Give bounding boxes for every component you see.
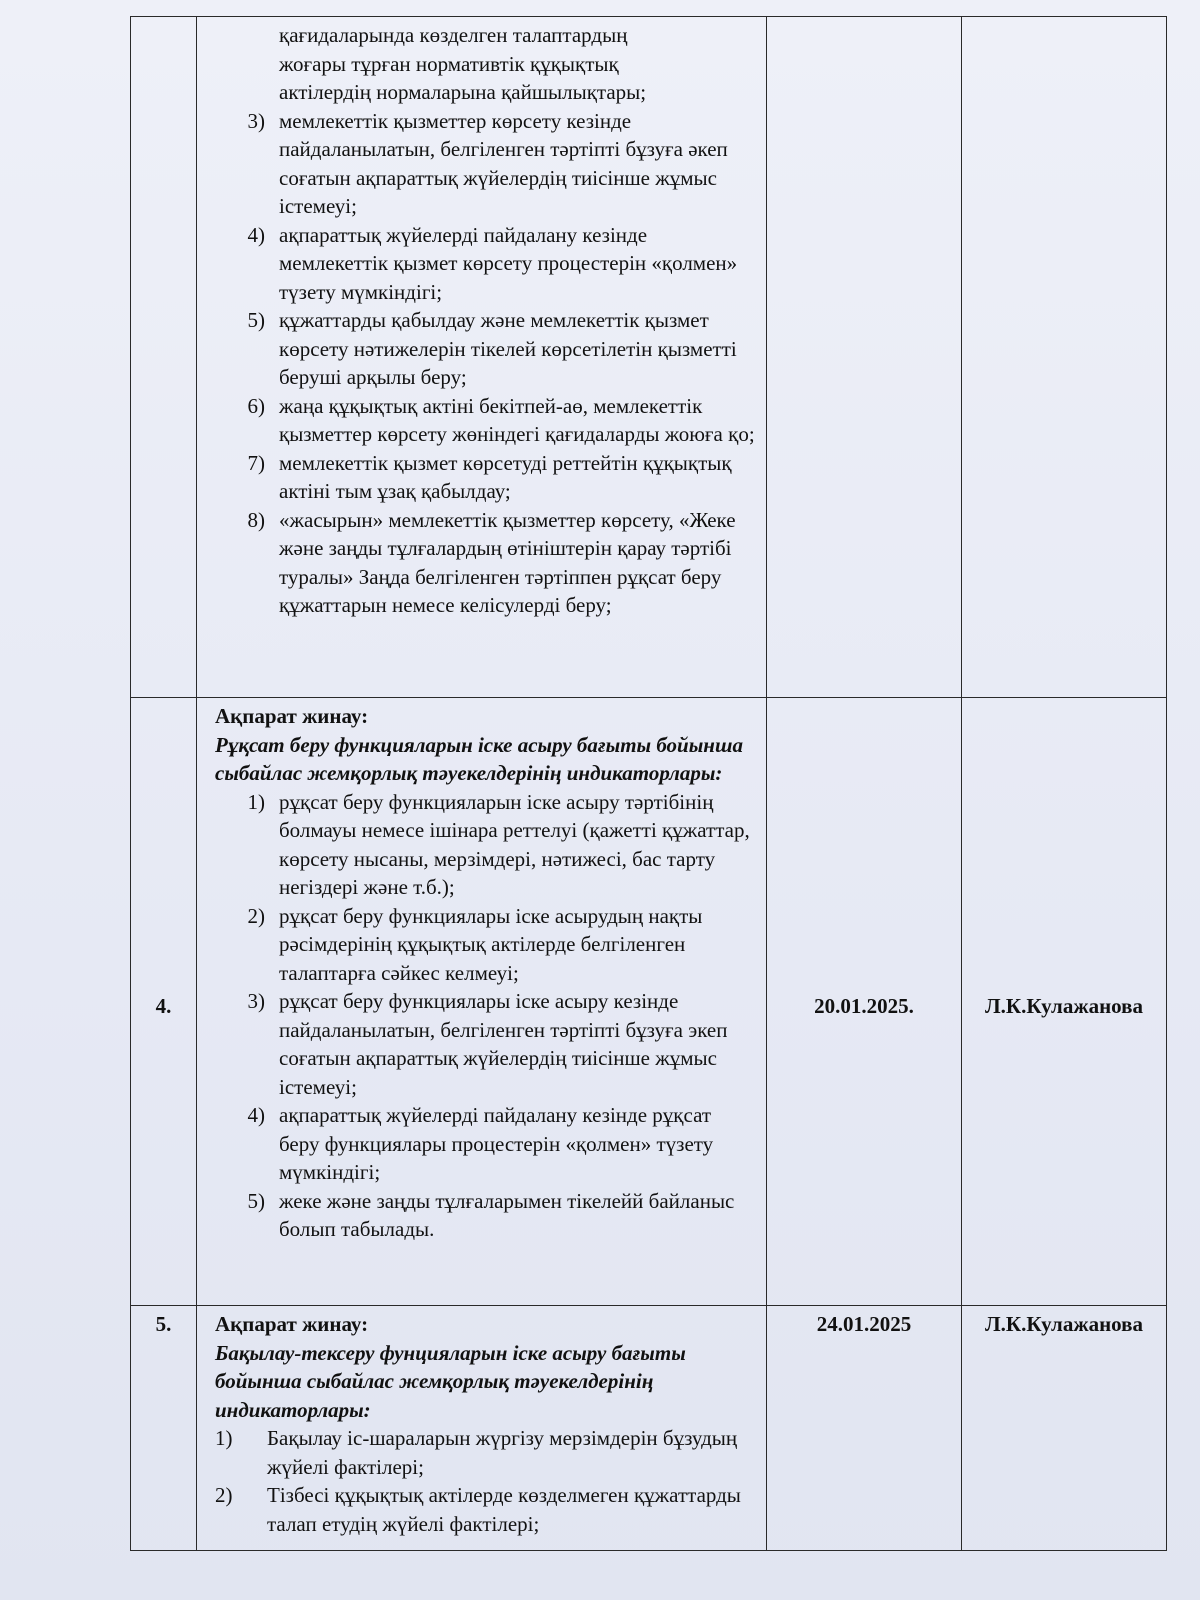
- continuation-line: актілердің нормаларына қайшылықтары;: [279, 80, 647, 104]
- responsible-cell: Л.К.Кулажанова: [962, 698, 1167, 1306]
- item-number: 2): [247, 903, 265, 928]
- list-item: [215, 1187, 756, 1244]
- item-text: «жасырын» мемлекеттік қызметтер көрсету, «Жеке және заңды тұлғалардың өтініштерін қарау тәртібі туралы» Заңда белгіленген тәртіппен рұқсат беру құжаттарын немесе келісулерді беру;: [279, 507, 736, 617]
- section-subheading: Рұқсат беру функцияларын іске асыру бағыты бойынша сыбайлас жемқорлық тәуекелдерінің индикаторлары:: [215, 732, 743, 785]
- table-row: [131, 698, 1167, 1306]
- action-plan-table: [130, 16, 1167, 1551]
- item-number: 5): [247, 1188, 265, 1213]
- section-heading: Ақпарат жинау:: [215, 704, 369, 728]
- section-subheading: Бақылау-тексеру фунцияларын іске асыру бағыты бойынша сыбайлас жемқорлық тәуекелдерінің индикаторлары:: [215, 1340, 686, 1422]
- list-item: [215, 221, 756, 307]
- responsible-cell: [962, 17, 1167, 698]
- list-item: [215, 1101, 756, 1187]
- item-text: рұқсат беру функциялары іске асырудың нақты рәсімдерінің құқықтық актілерде белгіленген талаптарға сәйкес келмеуі;: [279, 903, 703, 985]
- list-item: [215, 506, 756, 620]
- list-item: [215, 1481, 756, 1538]
- responsible-cell: Л.К.Кулажанова: [962, 1306, 1167, 1551]
- item-text: рұқсат беру функцияларын іске асыру тәртібінің болмауы немесе ішінара реттелуі (қажетті құжаттар, көрсету нысаны, мерзімдері, нәтижесі, бас тарту негіздері және т.б.);: [279, 789, 750, 899]
- continuation-line: қағидаларында көзделген талаптардың: [279, 23, 628, 47]
- deadline-cell: [767, 17, 962, 698]
- activity-cell: [197, 1306, 767, 1551]
- activity-cell: [197, 698, 767, 1306]
- item-text: ақпараттық жүйелерді пайдалану кезінде рұқсат беру функциялары процестерін «қолмен» түзету мүмкіндігі;: [279, 1103, 714, 1184]
- item-number: 4): [247, 1103, 265, 1127]
- table-row: [131, 17, 1167, 698]
- activity-cell: [197, 17, 767, 698]
- item-number: 5): [247, 308, 265, 332]
- item-number: 1): [247, 789, 265, 814]
- list-item: [215, 788, 756, 902]
- item-text: жеке және заңды тұлғаларымен тікелейй байланыс болып табылады.: [279, 1188, 735, 1241]
- continuation-line: жоғары тұрған нормативтік құқықтық: [279, 51, 619, 76]
- deadline-cell: 20.01.2025.: [767, 698, 962, 1306]
- item-text: мемлекеттік қызметтер көрсету кезінде пайдаланылатын, белгіленген тәртіпті бұзуға әкеп соғатын ақпараттық жүйелердің тиісінше жұмыс істемеуі;: [279, 108, 728, 218]
- list-item: [215, 449, 756, 506]
- item-number: 2): [215, 1483, 233, 1507]
- item-text: жаңа құқықтық актіні бекітпей-аө, мемлекеттік қызметтер көрсету жөніндегі қағидаларды жоюға қо;: [279, 393, 755, 446]
- list-item: [215, 987, 756, 1101]
- item-text: рұқсат беру функциялары іске асыру кезінде пайдаланылатын, белгіленген тәртіпті бұзуға экеп соғатын ақпараттық жүйелердің тиісінше жұмыс істемеуі;: [279, 989, 728, 1099]
- list-item: [215, 306, 756, 392]
- item-text: Тізбесі құқықтық актілерде көзделмеген құжаттарды талап етудің жүйелі фактілері;: [267, 1483, 741, 1536]
- table-row: [131, 1306, 1167, 1551]
- row-number: [131, 17, 197, 698]
- list-item: [215, 902, 756, 988]
- item-number: 4): [247, 222, 265, 247]
- list-item: [215, 392, 756, 449]
- row-number: 5.: [131, 1306, 197, 1551]
- deadline-cell: 24.01.2025: [767, 1306, 962, 1551]
- item-number: 6): [247, 393, 265, 418]
- item-text: Бақылау іс-шараларын жүргізу мерзімдерін бұзудың жүйелі фактілері;: [267, 1426, 738, 1479]
- item-text: құжаттарды қабылдау және мемлекеттік қызмет көрсету нәтижелерін тікелей көрсетілетін қызметті беруші арқылы беру;: [279, 308, 737, 389]
- item-number: 3): [247, 989, 265, 1013]
- item-text: мемлекеттік қызмет көрсетуді реттейтін құқықтық актіні тым ұзақ қабылдау;: [279, 450, 732, 503]
- item-number: 3): [247, 108, 265, 133]
- item-number: 8): [247, 507, 265, 532]
- list-item: [215, 107, 756, 221]
- item-text: ақпараттық жүйелерді пайдалану кезінде мемлекеттік қызмет көрсету процестерін «қолмен» түзету мүмкіндігі;: [279, 222, 738, 304]
- list-item: [215, 1424, 756, 1481]
- item-number: 1): [215, 1426, 233, 1450]
- row-number: 4.: [131, 698, 197, 1306]
- item-number: 7): [247, 450, 265, 475]
- section-heading: Ақпарат жинау:: [215, 1312, 369, 1336]
